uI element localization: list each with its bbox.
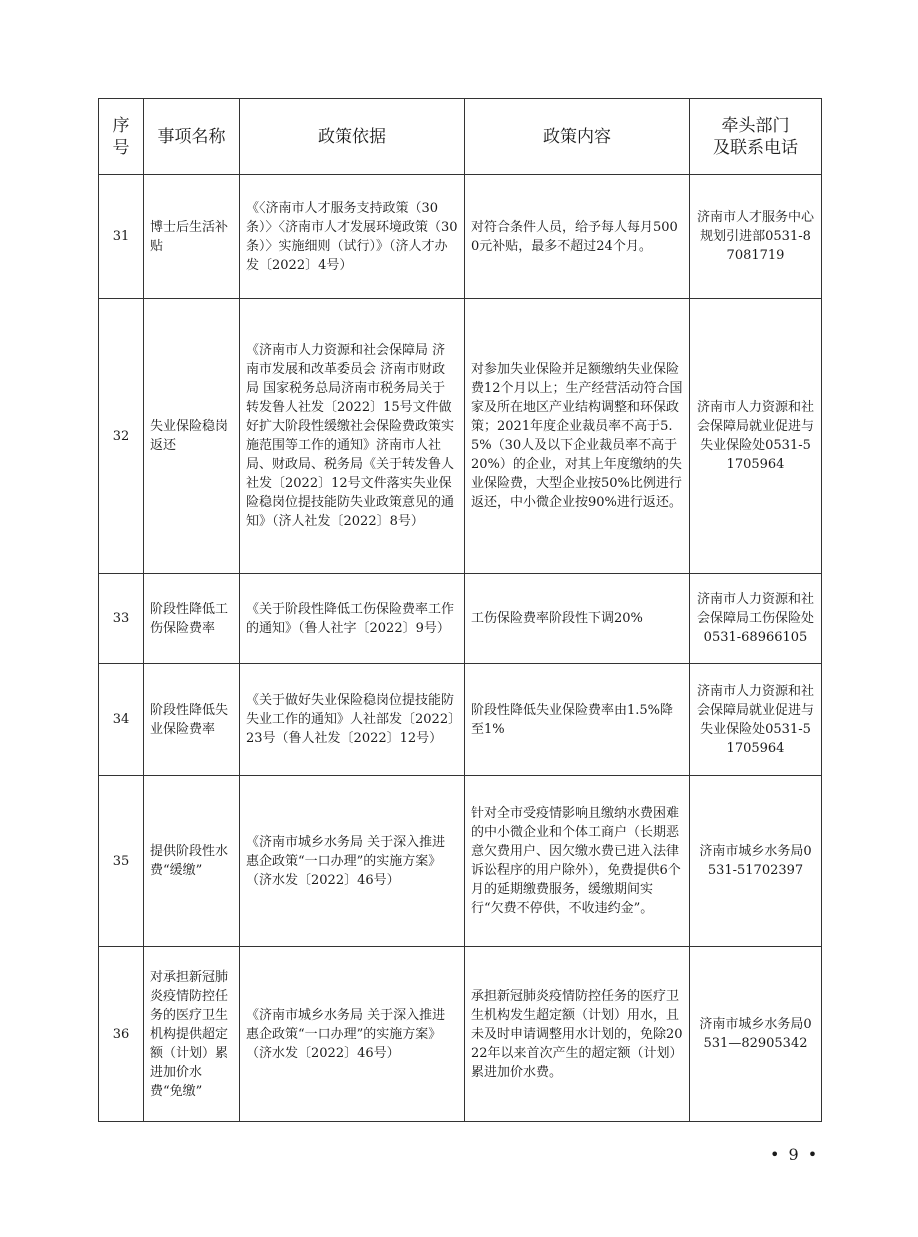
row-no: 31 bbox=[99, 175, 144, 299]
row-name: 提供阶段性水费“缓缴” bbox=[144, 776, 240, 947]
row-dept: 济南市人力资源和社会保障局工伤保险处0531-68966105 bbox=[690, 574, 822, 664]
header-dept: 牵头部门 及联系电话 bbox=[690, 99, 822, 175]
table-header-row bbox=[99, 99, 822, 175]
row-dept: 济南市人力资源和社会保障局就业促进与失业保险处0531-51705964 bbox=[690, 664, 822, 776]
row-content: 针对全市受疫情影响且缴纳水费困难的中小微企业和个体工商户（长期恶意欠费用户、因欠缴水费已进入法律诉讼程序的用户除外），免费提供6个月的延期缴费服务，缓缴期间实行“欠费不停供，不收违约金”。 bbox=[465, 776, 690, 947]
table-row bbox=[99, 664, 822, 776]
table-row bbox=[99, 574, 822, 664]
row-content: 阶段性降低失业保险费率由1.5%降至1% bbox=[465, 664, 690, 776]
row-name: 阶段性降低工伤保险费率 bbox=[144, 574, 240, 664]
row-no: 36 bbox=[99, 947, 144, 1122]
table-row bbox=[99, 175, 822, 299]
header-no: 序号 bbox=[99, 99, 144, 175]
policy-table bbox=[98, 98, 822, 1122]
row-no: 32 bbox=[99, 299, 144, 574]
row-no: 33 bbox=[99, 574, 144, 664]
row-basis: 《〈济南市人才服务支持政策（30条）〉〈济南市人才发展环境政策（30条）〉实施细则（试行）》（济人才办发〔2022〕4号） bbox=[240, 175, 465, 299]
row-name: 博士后生活补贴 bbox=[144, 175, 240, 299]
row-dept: 济南市城乡水务局0531-51702397 bbox=[690, 776, 822, 947]
row-dept: 济南市人才服务中心规划引进部0531-87081719 bbox=[690, 175, 822, 299]
row-dept: 济南市城乡水务局0531—82905342 bbox=[690, 947, 822, 1122]
row-name: 失业保险稳岗返还 bbox=[144, 299, 240, 574]
header-name: 事项名称 bbox=[144, 99, 240, 175]
header-content: 政策内容 bbox=[465, 99, 690, 175]
row-basis: 《济南市城乡水务局 关于深入推进惠企政策“一口办理”的实施方案》（济水发〔2022〕46号） bbox=[240, 776, 465, 947]
row-no: 34 bbox=[99, 664, 144, 776]
row-name: 阶段性降低失业保险费率 bbox=[144, 664, 240, 776]
page-number: • 9 • bbox=[770, 1145, 820, 1164]
row-name: 对承担新冠肺炎疫情防控任务的医疗卫生机构提供超定额（计划）累进加价水费“免缴” bbox=[144, 947, 240, 1122]
row-content: 工伤保险费率阶段性下调20% bbox=[465, 574, 690, 664]
table-row bbox=[99, 299, 822, 574]
row-basis: 《关于做好失业保险稳岗位提技能防失业工作的通知》人社部发〔2022〕23号（鲁人社发〔2022〕12号） bbox=[240, 664, 465, 776]
row-content: 承担新冠肺炎疫情防控任务的医疗卫生机构发生超定额（计划）用水，且未及时申请调整用水计划的，免除2022年以来首次产生的超定额（计划）累进加价水费。 bbox=[465, 947, 690, 1122]
table-row bbox=[99, 776, 822, 947]
row-no: 35 bbox=[99, 776, 144, 947]
row-basis: 《济南市人力资源和社会保障局 济南市发展和改革委员会 济南市财政局 国家税务总局济南市税务局关于转发鲁人社发〔2022〕15号文件做好扩大阶段性缓缴社会保险费政策实施范围等工作的通知》济南市人社局、财政局、税务局《关于转发鲁人社发〔2022〕12号文件落实失业保险稳岗位提技能防失业政策意见的通知》（济人社发〔2022〕8号） bbox=[240, 299, 465, 574]
table-row bbox=[99, 947, 822, 1122]
row-basis: 《关于阶段性降低工伤保险费率工作的通知》（鲁人社字〔2022〕9号） bbox=[240, 574, 465, 664]
row-dept: 济南市人力资源和社会保障局就业促进与失业保险处0531-51705964 bbox=[690, 299, 822, 574]
row-content: 对参加失业保险并足额缴纳失业保险费12个月以上；生产经营活动符合国家及所在地区产业结构调整和环保政策；2021年度企业裁员率不高于5.5%（30人及以下企业裁员率不高于20%）的企业，对其上年度缴纳的失业保险费，大型企业按50%比例进行返还，中小微企业按90%进行返还。 bbox=[465, 299, 690, 574]
header-basis: 政策依据 bbox=[240, 99, 465, 175]
row-basis: 《济南市城乡水务局 关于深入推进惠企政策“一口办理”的实施方案》（济水发〔2022〕46号） bbox=[240, 947, 465, 1122]
row-content: 对符合条件人员，给予每人每月5000元补贴，最多不超过24个月。 bbox=[465, 175, 690, 299]
